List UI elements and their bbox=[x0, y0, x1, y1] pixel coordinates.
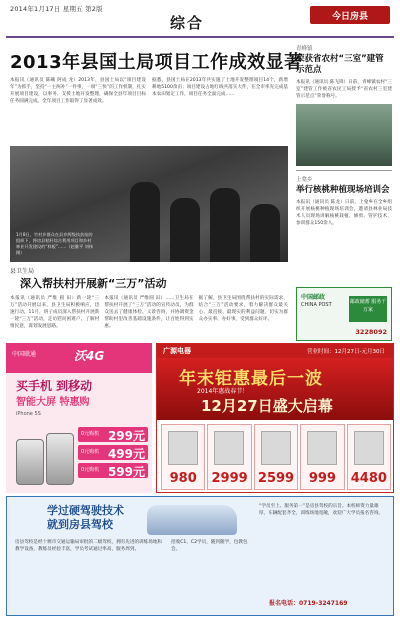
phone-ad-subheadline: 智能大屏 特惠购 bbox=[16, 397, 90, 408]
appliance-sale-ad[interactable] bbox=[156, 343, 394, 493]
phone-ad-brand: 中国联通 bbox=[12, 351, 37, 358]
phone-image bbox=[46, 433, 74, 485]
second-article-col-2: 本报讯（通讯员 严维圆 田）……卫生局在帮扶村开展了“三万”活动的宣传动员，为群众送去了健康体检、义诊咨询，并协调资金帮助村里改善基础设施条件，让百姓得到实惠。 bbox=[104, 296, 194, 329]
sale-item[interactable]: 999 bbox=[300, 424, 344, 490]
page-header bbox=[0, 0, 400, 40]
article-lead: 县卫生局 bbox=[10, 268, 35, 275]
right-lead-1: 青峰镇 bbox=[296, 46, 313, 52]
phone-ad[interactable] bbox=[6, 343, 152, 493]
section-title: 综合 bbox=[170, 14, 205, 32]
second-article bbox=[10, 295, 288, 330]
school-text-2: 招收C1、C2学员，随到随学，包教包会。 bbox=[171, 540, 248, 552]
second-article-col-3: 据了解，县卫生局围绕帮扶村的实际需求，结合“三万”活动要求，着力解决群众最关心、最直接、最现实的利益问题，切实为群众办实事、办好事，受到群众好评。 bbox=[198, 296, 288, 322]
sale-item[interactable]: 2999 bbox=[207, 424, 251, 490]
main-headline: 2013年县国土局项目工作成效显著 bbox=[10, 52, 303, 73]
paper-logo: 今日房县 bbox=[310, 6, 390, 24]
sale-subtitle: 2014年惠战春节！ bbox=[197, 388, 249, 395]
car-icon bbox=[147, 505, 237, 535]
sale-hours: 营业时间：12月27日-元月30日 bbox=[307, 349, 385, 355]
main-article-text-1: 本报讯（通讯员 陈曦 阿成 龙）2013年，县国土局以“项目建设年”为抓手，坚持“一主两补”一件事，一项“三快”的工作机制，扎实开展项目建设，以事务、支援土地开发整理，确保全县年项目目标任务圆满完成。全年项目工作取得了显著成效。 bbox=[10, 78, 146, 104]
main-article-text-2: 据悉，县国土局在2013年共实施了土地开发整理项目14个，新增耕地5100余亩；项目建设占地红线共落实大件，在全市率先完成基本农田划定工作，项目任务全面完成…… bbox=[152, 78, 288, 97]
phone-image bbox=[16, 439, 44, 485]
photo-caption: 1月8日，竹村乡群众在县乡两级扶贫站的组织下，将房县秸秆综合利用项目和乡村林业开发建设的“样板”……（赵雅平 刘伟 摄） bbox=[16, 232, 93, 255]
school-text-1: 房县驾校是经十堰市交通运输局审批的二级驾校，拥有先进的训练场地和教学设备，教练员经验丰富，学员考试通过率高，服务周到。 bbox=[15, 540, 163, 552]
right-column bbox=[296, 44, 392, 227]
sale-item[interactable]: 2599 bbox=[254, 424, 298, 490]
header-divider bbox=[6, 36, 394, 38]
right-photo-1 bbox=[296, 104, 392, 166]
post-phone: 3228092 bbox=[355, 328, 387, 336]
main-photo bbox=[10, 146, 288, 262]
phone-ad-logo: 沃4G bbox=[74, 349, 105, 363]
right-text-1: 本报讯（通讯员 陈飞锋）日前，青峰镇农村“三室”建管工作被省农民工局授予“省农村三室建管示范点”荣誉称号。 bbox=[296, 80, 392, 99]
school-title-2: 就到房县驾校 bbox=[47, 518, 113, 531]
price-tag: 0元购机 299元 bbox=[78, 427, 148, 442]
post-brand-en: CHINA POST bbox=[301, 302, 332, 308]
sale-brand: 广源电器 bbox=[163, 347, 191, 355]
phone-ad-model: iPhone 5S bbox=[16, 411, 41, 417]
sale-items bbox=[161, 424, 391, 490]
right-headline-2: 举行核桃种植现场培训会 bbox=[296, 185, 390, 195]
issue-date: 2014年1月17日 星期五 第2版 bbox=[10, 5, 103, 13]
sale-item[interactable]: 4480 bbox=[347, 424, 391, 490]
post-badge: 邮政储蓄 服务千万家 bbox=[349, 296, 387, 322]
right-divider bbox=[296, 170, 392, 171]
right-lead-2: 上龛乡 bbox=[296, 177, 313, 183]
right-text-2: 本报讯（通讯员 陈龙）日前，上龛乡在全乡组织开展核桃种植现场培训会，邀请县林业局技术人员现场讲解核桃栽植、修剪、管护技术，参训群众150余人。 bbox=[296, 200, 392, 226]
phone-ad-headline: 买手机 到移动 bbox=[16, 379, 93, 393]
post-brand: 中国邮政 bbox=[301, 294, 326, 301]
sale-item[interactable]: 980 bbox=[161, 424, 205, 490]
price-tag: 0元购机 499元 bbox=[78, 445, 148, 460]
driving-school-ad[interactable] bbox=[6, 496, 394, 616]
post-ad[interactable] bbox=[296, 287, 392, 341]
school-phone: 报名电话：0719-3247169 bbox=[269, 600, 348, 607]
school-title-1: 学过硬驾驶技术 bbox=[47, 504, 124, 517]
second-article-col-1: 本报讯（通讯员 严维 圆 田）新一轮“三万”活动开展以来，县卫生局积极响应，迅速行动，11月，班子成员深入帮扶村开展新一轮“三万”活动，走访慰问困难户、了解村情民意，谋划发展思路。 bbox=[10, 296, 100, 329]
school-text-3: “学员至上、服务第一”是房县驾校的宗旨。本校师资力量雄厚，车辆配套齐全，训练场地宽敞，欢迎广大学员报名咨询。 bbox=[259, 504, 384, 516]
article-subheadline: 深入帮扶村开展新“三万”活动 bbox=[20, 277, 167, 290]
right-headline-1: 荣获省农村“三室”建管示范点 bbox=[296, 54, 384, 75]
sale-date: 12月27日盛大启幕 bbox=[201, 397, 333, 415]
price-tag: 0元购机 599元 bbox=[78, 463, 148, 478]
main-article bbox=[10, 77, 288, 105]
sale-title: 年末钜惠最后一波 bbox=[179, 369, 323, 389]
